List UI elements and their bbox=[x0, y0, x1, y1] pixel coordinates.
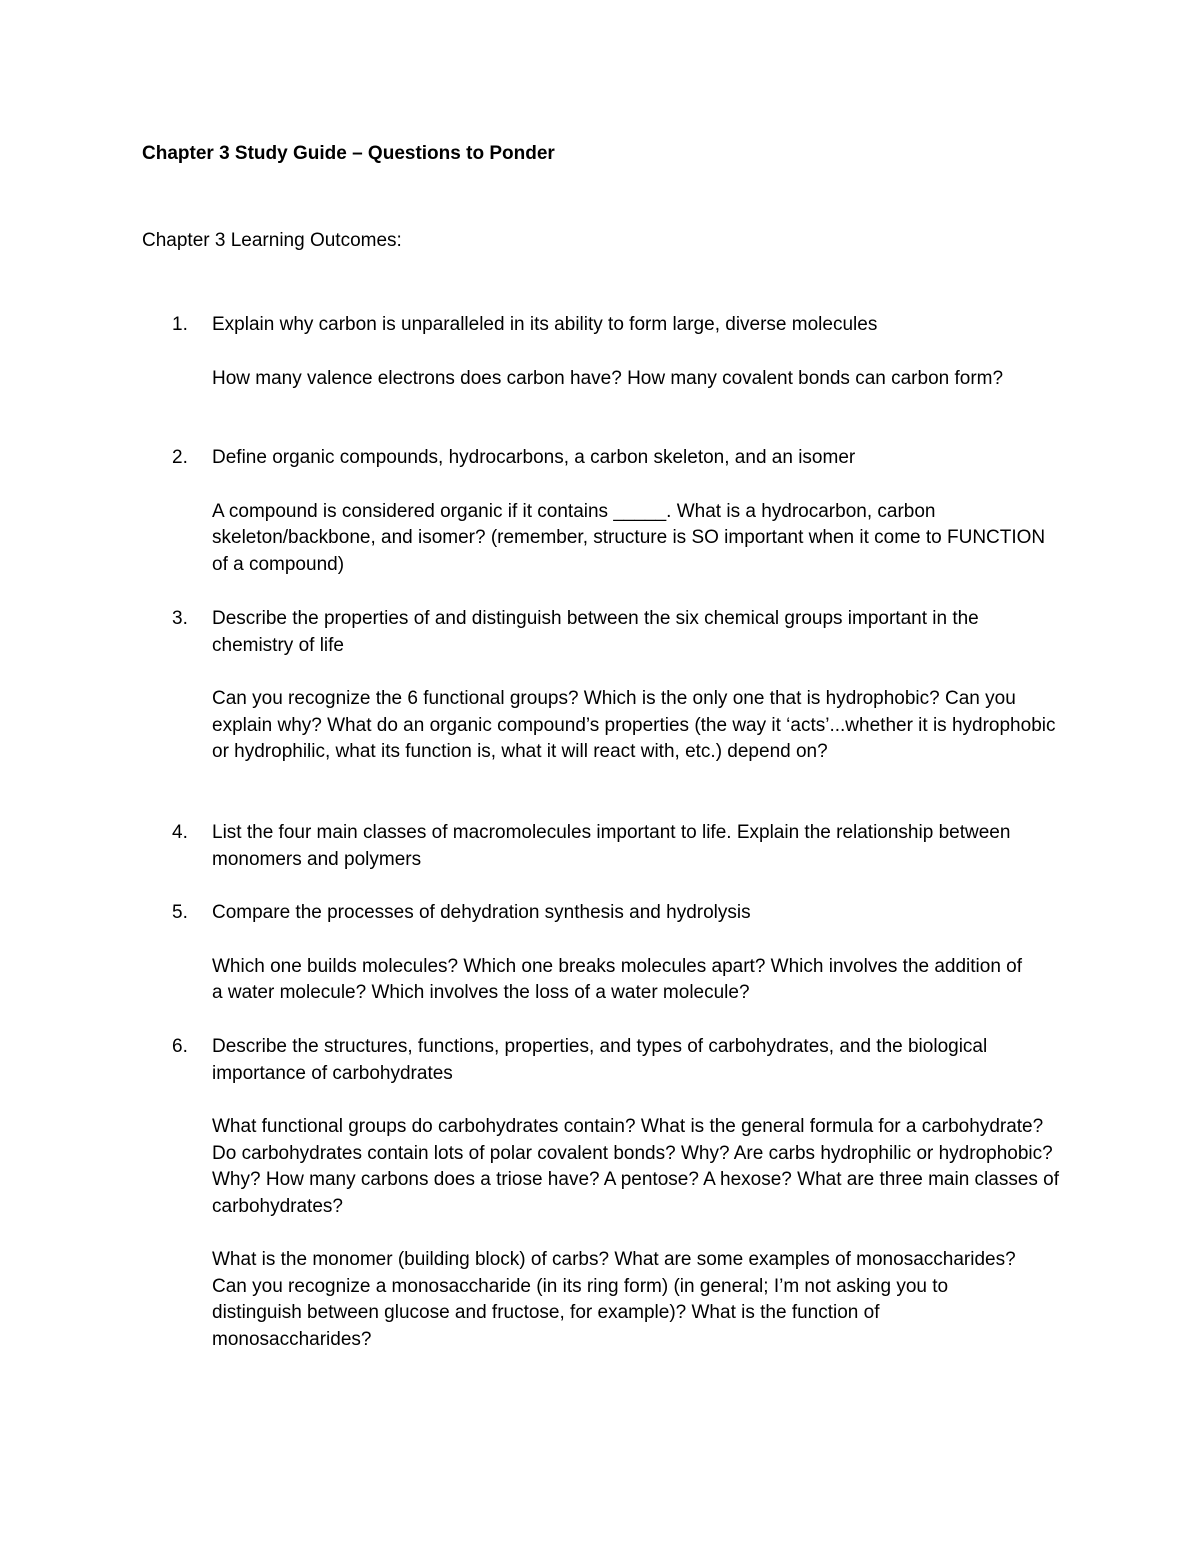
outcome-text: Define organic compounds, hydrocarbons, a carbon skeleton, and an isomer bbox=[212, 447, 856, 468]
outcome-number: 5. bbox=[172, 902, 188, 923]
learning-outcome-3 bbox=[142, 606, 1062, 766]
outcome-question: A compound is considered organic if it contains _____. What is a hydrocarbon, carbon skeleton/backbone, and isomer? (remember, structure is SO important when it come to FUNCTION of a compound) bbox=[212, 500, 1046, 575]
outcome-question: What is the monomer (building block) of carbs? What are some examples of monosaccharides? Can you recognize a monosaccharide (in its ring form) (in general; I’m not asking you to distinguish between glucose and fructose, for example)? What is the function of monosaccharides? bbox=[212, 1249, 1016, 1350]
outcome-question: Which one builds molecules? Which one breaks molecules apart? Which involves the addition of a water molecule? Which involves the loss of a water molecule? bbox=[212, 955, 1023, 1003]
learning-outcome-5 bbox=[142, 900, 1062, 1007]
outcome-number: 6. bbox=[172, 1036, 188, 1057]
learning-outcome-2 bbox=[142, 445, 1062, 578]
outcome-text: Describe the structures, functions, properties, and types of carbohydrates, and the biological importance of carbohydrates bbox=[212, 1036, 988, 1084]
outcome-question: What functional groups do carbohydrates contain? What is the general formula for a carbohydrate? Do carbohydrates contain lots of polar covalent bonds? Why? Are carbs hydrophilic or hydrophobic? Why? How many carbons does a triose have? A pentose? A hexose? What are three main classes of carbohydrates? bbox=[212, 1116, 1060, 1217]
section-heading: Chapter 3 Learning Outcomes: bbox=[142, 230, 402, 251]
outcome-text: Compare the processes of dehydration synthesis and hydrolysis bbox=[212, 902, 751, 923]
outcome-number: 1. bbox=[172, 314, 188, 335]
outcome-question: Can you recognize the 6 functional groups? Which is the only one that is hydrophobic? Can you explain why? What do an organic compound’s properties (the way it ‘acts’...whether it is hydrophobic or hydrophilic, what its function is, what it will react with, etc.) depend on? bbox=[212, 688, 1056, 762]
page-title: Chapter 3 Study Guide – Questions to Ponder bbox=[142, 143, 555, 164]
outcome-question: How many valence electrons does carbon have? How many covalent bonds can carbon form? bbox=[212, 367, 1004, 389]
outcome-text: List the four main classes of macromolecules important to life. Explain the relationship between monomers and polymers bbox=[212, 822, 1011, 870]
learning-outcome-4 bbox=[142, 820, 1062, 873]
learning-outcome-6 bbox=[142, 1034, 1062, 1353]
outcome-number: 4. bbox=[172, 822, 188, 843]
outcome-number: 3. bbox=[172, 608, 188, 629]
outcome-number: 2. bbox=[172, 447, 188, 468]
outcome-text: Explain why carbon is unparalleled in its ability to form large, diverse molecules bbox=[212, 314, 878, 335]
learning-outcome-1 bbox=[142, 312, 1062, 392]
outcome-text: Describe the properties of and distinguish between the six chemical groups important in the chemistry of life bbox=[212, 608, 979, 656]
